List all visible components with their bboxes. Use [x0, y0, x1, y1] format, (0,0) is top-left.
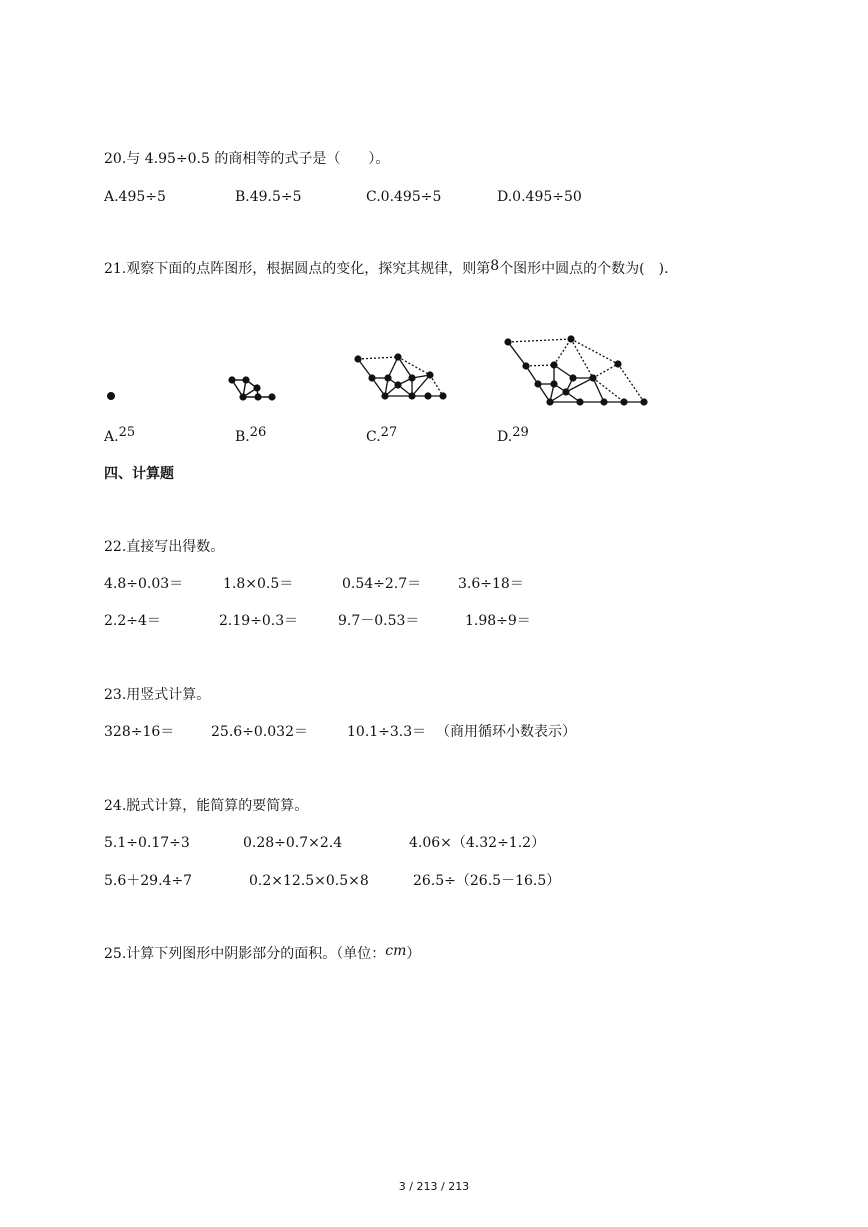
dot-figure-1: [100, 385, 120, 405]
q21-option-c: [366, 425, 398, 447]
q21-option-c-letter: C.: [366, 429, 381, 445]
q21-option-b-value: 26: [249, 425, 267, 440]
q23-item-3: 10.1÷3.3＝: [347, 724, 427, 740]
q20-option-c: C.0.495÷5: [366, 189, 442, 205]
dot-figure-3: [350, 350, 450, 406]
q22-stem: 22.直接写出得数。: [104, 539, 225, 555]
q25-close: ）: [406, 946, 421, 962]
q24-r2-c3: 26.5÷（26.5－16.5）: [413, 873, 561, 889]
q21-option-a: [104, 425, 136, 447]
q21-option-a-letter: A.: [104, 429, 119, 445]
q24-r2-c1: 5.6＋29.4÷7: [104, 873, 193, 889]
q21-option-c-value: 27: [380, 425, 398, 440]
q22-r1-c2: 1.8×0.5＝: [223, 576, 294, 592]
page-footer: 3 / 213 / 213: [398, 1180, 470, 1193]
q22-r2-c4: 1.98÷9＝: [465, 613, 531, 629]
q21-option-d-letter: D.: [497, 429, 513, 445]
q21-option-a-value: 25: [118, 425, 136, 440]
q22-r1-c3: 0.54÷2.7＝: [342, 576, 422, 592]
q24-stem: 24.脱式计算，能简算的要简算。: [104, 798, 309, 814]
q24-r1-c1: 5.1÷0.17÷3: [104, 835, 190, 851]
q22-r1-c4: 3.6÷18＝: [458, 576, 524, 592]
q20-option-a: A.495÷5: [104, 189, 166, 205]
q22-r2-c1: 2.2÷4＝: [104, 613, 161, 629]
section-title: 四、计算题: [104, 466, 174, 482]
q25-unit: cm: [385, 943, 407, 959]
q20-option-b: B.49.5÷5: [235, 189, 302, 205]
q23-item-1: 328÷16＝: [104, 724, 175, 740]
q20-option-d: D.0.495÷50: [497, 189, 582, 205]
q21-stem-a: 21.观察下面的点阵图形，根据圆点的变化，探究其规律，则第: [104, 261, 491, 277]
q23-item-2: 25.6÷0.032＝: [211, 724, 308, 740]
q23-stem: 23.用竖式计算。: [104, 687, 211, 703]
q25-stem: [104, 945, 420, 963]
q21-option-b-letter: B.: [235, 429, 250, 445]
q25-stem-text: 25.计算下列图形中阴影部分的面积。（单位：: [104, 946, 386, 962]
dot-figure-4: [498, 332, 652, 408]
q21-stem: [104, 260, 669, 278]
q24-r2-c2: 0.2×12.5×0.5×8: [249, 873, 369, 889]
q22-r2-c2: 2.19÷0.3＝: [219, 613, 299, 629]
q23-item-note: （商用循环小数表示）: [436, 724, 576, 740]
q21-option-d: [497, 425, 529, 447]
q21-option-b: [235, 425, 267, 447]
q21-option-d-value: 29: [512, 425, 529, 440]
q21-stem-number: 8: [490, 258, 500, 274]
q22-r1-c1: 4.8÷0.03＝: [104, 576, 184, 592]
q22-r2-c3: 9.7－0.53＝: [338, 613, 420, 629]
q24-r1-c2: 0.28÷0.7×2.4: [243, 835, 343, 851]
q24-r1-c3: 4.06×（4.32÷1.2）: [409, 835, 546, 851]
q21-stem-b: 个图形中圆点的个数为( ).: [499, 261, 669, 277]
dot-figure-2: [222, 370, 282, 406]
q20-stem: 20.与 4.95÷0.5 的商相等的式子是（ ）。: [104, 151, 390, 167]
